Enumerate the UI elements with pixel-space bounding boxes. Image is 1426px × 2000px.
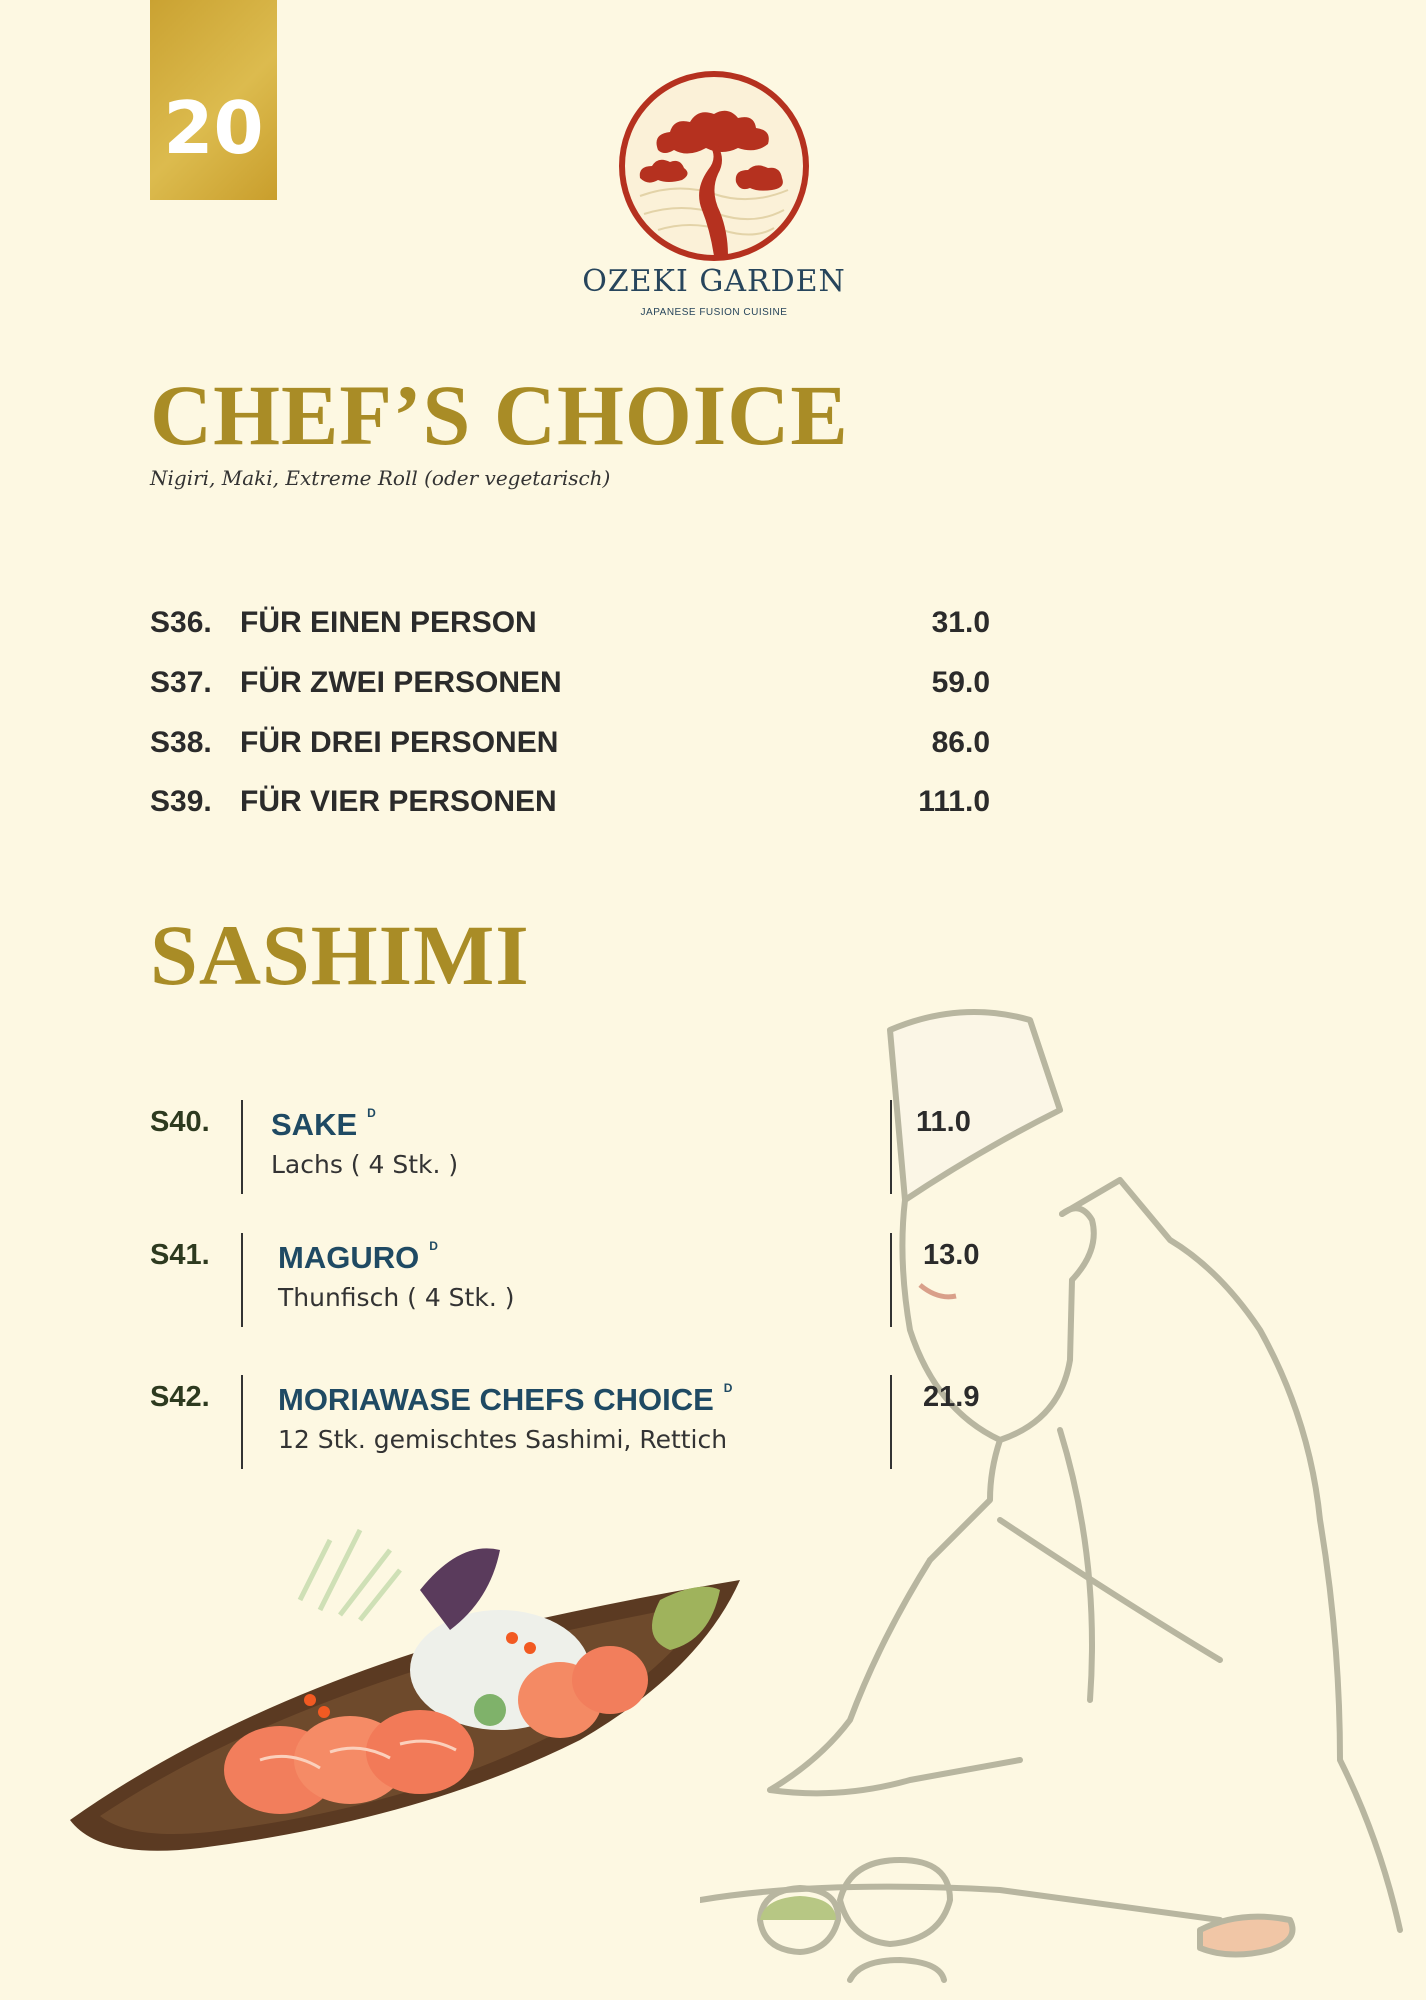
page-number: 20 <box>163 86 264 170</box>
item-code: S42. <box>150 1381 210 1413</box>
allergen-note: D <box>429 1239 438 1253</box>
item-price: 31.0 <box>931 606 990 639</box>
divider <box>890 1375 892 1469</box>
item-price: 13.0 <box>923 1239 980 1271</box>
item-name <box>271 1106 376 1143</box>
item-name-text: MAGURO <box>278 1240 420 1275</box>
menu-item-s38 <box>150 726 990 766</box>
allergen-note: D <box>367 1106 376 1120</box>
chefs-choice-heading: CHEF’S CHOICE <box>150 367 849 463</box>
item-description: Lachs ( 4 Stk. ) <box>271 1150 459 1179</box>
item-name <box>278 1239 438 1276</box>
item-code: S39. <box>150 785 212 818</box>
menu-item-s36 <box>150 606 990 646</box>
item-title: FÜR ZWEI PERSONEN <box>240 666 562 699</box>
page-number-badge <box>150 0 277 200</box>
item-code: S37. <box>150 666 212 699</box>
divider <box>890 1233 892 1327</box>
item-title: FÜR VIER PERSONEN <box>240 785 557 818</box>
item-price: 21.9 <box>923 1381 980 1413</box>
chefs-choice-subtitle: Nigiri, Maki, Extreme Roll (oder vegetarisch) <box>150 466 611 490</box>
item-code: S38. <box>150 726 212 759</box>
item-title: FÜR EINEN PERSON <box>240 606 537 639</box>
item-code: S36. <box>150 606 212 639</box>
menu-item-s37 <box>150 666 990 706</box>
menu-item-s41 <box>150 1239 990 1333</box>
item-name-text: SAKE <box>271 1107 358 1142</box>
allergen-note: D <box>723 1381 733 1395</box>
brand-name: OZEKI GARDEN <box>582 264 846 299</box>
divider <box>241 1375 243 1469</box>
item-description: 12 Stk. gemischtes Sashimi, Rettich <box>278 1425 728 1454</box>
bonsai-logo-icon <box>618 70 810 262</box>
item-price: 59.0 <box>931 666 990 699</box>
menu-item-s39 <box>150 785 990 825</box>
divider <box>241 1233 243 1327</box>
item-code: S40. <box>150 1106 210 1138</box>
item-price: 111.0 <box>918 785 990 818</box>
menu-item-s42 <box>150 1381 990 1475</box>
item-price: 11.0 <box>916 1106 971 1138</box>
divider <box>241 1100 243 1194</box>
sashimi-plate-photo <box>60 1520 750 1860</box>
menu-item-s40 <box>150 1106 990 1200</box>
item-price: 86.0 <box>931 726 990 759</box>
item-name-text: MORIAWASE CHEFS CHOICE <box>278 1382 714 1417</box>
item-title: FÜR DREI PERSONEN <box>240 726 559 759</box>
sashimi-heading: SASHIMI <box>150 907 530 1003</box>
brand-tagline: JAPANESE FUSION CUISINE <box>640 307 788 318</box>
item-code: S41. <box>150 1239 210 1271</box>
item-name <box>278 1381 732 1418</box>
item-description: Thunfisch ( 4 Stk. ) <box>278 1283 515 1312</box>
divider <box>890 1100 892 1194</box>
